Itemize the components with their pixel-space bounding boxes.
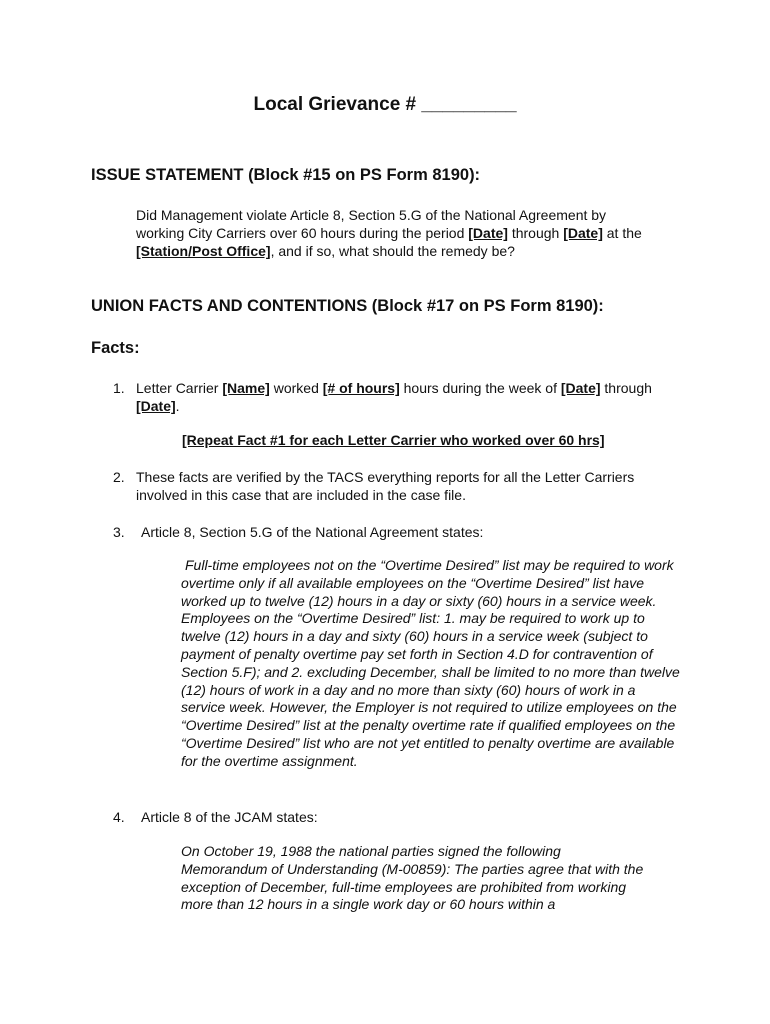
- issue-statement-text: [136, 206, 656, 261]
- fact-2-text: These facts are verified by the TACS everything reports for all the Letter Carriers involved in this case that are included in the case file.: [136, 469, 635, 504]
- station-placeholder: [Station/Post Office]: [136, 243, 271, 260]
- issue-text-part: at the: [602, 225, 642, 242]
- name-placeholder: [Name]: [222, 380, 270, 396]
- fact-text-part: worked: [269, 380, 323, 396]
- issue-text-part: Did Management violate Article 8, Section 5.G of the National Agreement by working City Carriers over 60 hours during the period: [136, 207, 607, 242]
- fact-text-part: hours during the week of: [399, 380, 561, 396]
- repeat-fact-note: [Repeat Fact #1 for each Letter Carrier who worked over 60 hrs]: [182, 432, 605, 448]
- issue-statement-heading: ISSUE STATEMENT (Block #15 on PS Form 8190):: [91, 166, 481, 184]
- date-placeholder: [Date]: [563, 225, 603, 242]
- fact-1-text: [136, 379, 656, 415]
- facts-heading: Facts:: [91, 339, 140, 357]
- fact-text-part: .: [175, 398, 180, 415]
- date-placeholder: [Date]: [136, 398, 176, 415]
- date-placeholder: [Date]: [468, 225, 508, 242]
- fact-1-number: 1.: [113, 380, 125, 396]
- jcam-quote: On October 19, 1988 the national parties signed the following Memorandum of Understanding (M-00859): The parties agree that with the exception of December, full-time employees are prohibited from working more than 12 hours in a single work day or 60 hours within a: [181, 843, 644, 913]
- union-facts-heading: UNION FACTS AND CONTENTIONS (Block #17 on PS Form 8190):: [91, 297, 604, 315]
- issue-text-part: , and if so, what should the remedy be?: [270, 243, 515, 260]
- fact-3-number: 3.: [113, 524, 125, 540]
- date-placeholder: [Date]: [560, 380, 601, 396]
- article-8-quote: Full-time employees not on the “Overtime Desired” list may be required to work overtime only if all available employees on the “Overtime Desired” list have worked up to twelve (12) hours in a day or sixty (60) hours in a service week. Employees on the “Overtime Desired” list: 1. may be required to work up to twelve (12) hours in a day and sixty (60) hours in a service week (subject to payment of penalty overtime pay set forth in Section 4.D for contravention of Section 5.F); and 2. excluding December, shall be limited to no more than twelve (12) hours of work in a day and no more than sixty (60) hours of work in a service week. However, the Employer is not required to utilize employees on the “Overtime Desired” list at the penalty overtime rate if qualified employees on the “Overtime Desired” list who are not yet entitled to penalty overtime are available for the overtime assignment.: [181, 557, 680, 769]
- fact-text-part: through: [600, 380, 652, 396]
- fact-3-text: Article 8, Section 5.G of the National Agreement states:: [141, 524, 484, 540]
- issue-text-part: through: [507, 225, 564, 242]
- fact-4-text: Article 8 of the JCAM states:: [141, 809, 318, 825]
- fact-text-part: Letter Carrier: [136, 380, 223, 396]
- page-title: Local Grievance # _________: [253, 94, 517, 115]
- fact-4-number: 4.: [113, 809, 125, 825]
- fact-2-number: 2.: [113, 469, 125, 485]
- hours-placeholder: [# of hours]: [322, 380, 400, 396]
